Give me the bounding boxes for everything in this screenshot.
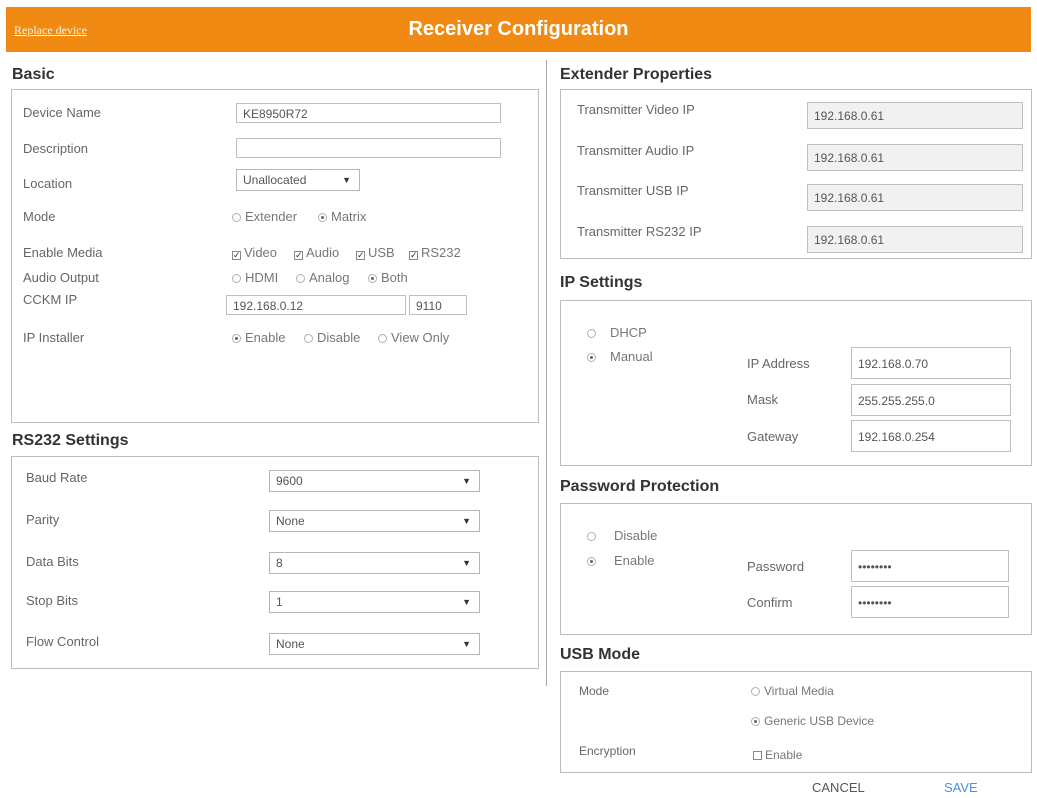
- baud-rate-label: Baud Rate: [26, 470, 88, 485]
- cancel-button[interactable]: CANCEL: [812, 780, 865, 795]
- mode-extender-radio[interactable]: Extender: [232, 209, 297, 224]
- ip-settings-section-title: IP Settings: [560, 274, 643, 291]
- checkbox-checked-icon: ✓: [410, 250, 418, 260]
- installer-viewonly-radio[interactable]: View Only: [378, 330, 449, 345]
- encryption-enable-checkbox[interactable]: Enable: [753, 748, 802, 762]
- radio-selected-icon: [587, 557, 596, 566]
- installer-disable-radio[interactable]: Disable: [304, 330, 360, 345]
- installer-enable-radio[interactable]: Enable: [232, 330, 285, 345]
- chevron-down-icon: ▼: [462, 597, 471, 607]
- data-bits-select[interactable]: 8 ▼: [269, 552, 480, 574]
- manual-radio[interactable]: Manual: [587, 349, 653, 364]
- tx-video-ip-label: Transmitter Video IP: [577, 102, 695, 117]
- ip-address-label: IP Address: [747, 356, 810, 371]
- tx-rs232-ip-field: 192.168.0.61: [807, 226, 1023, 253]
- page-title: Receiver Configuration: [408, 18, 629, 40]
- replace-device-link[interactable]: Replace device: [14, 23, 87, 37]
- password-input[interactable]: ••••••••: [851, 550, 1009, 582]
- chevron-down-icon: ▼: [462, 476, 471, 486]
- password-section-title: Password Protection: [560, 478, 720, 495]
- chevron-down-icon: ▼: [342, 175, 351, 185]
- description-label: Description: [23, 141, 89, 156]
- rs232-panel: [11, 456, 539, 669]
- device-name-input[interactable]: KE8950R72: [236, 103, 501, 123]
- tx-video-ip-field: 192.168.0.61: [807, 102, 1023, 129]
- mask-label: Mask: [747, 392, 779, 407]
- radio-icon: [232, 213, 241, 222]
- radio-selected-icon: [368, 274, 377, 283]
- radio-icon: [587, 532, 596, 541]
- data-bits-label: Data Bits: [26, 554, 79, 569]
- cckm-ip-input[interactable]: 192.168.0.12: [226, 295, 406, 315]
- ip-installer-label: IP Installer: [23, 330, 85, 345]
- location-select[interactable]: [236, 169, 360, 191]
- basic-section-title: Basic: [12, 66, 55, 83]
- confirm-input[interactable]: ••••••••: [851, 586, 1009, 618]
- flow-control-select[interactable]: None ▼: [269, 633, 480, 655]
- radio-icon: [587, 329, 596, 338]
- generic-usb-radio[interactable]: Generic USB Device: [751, 714, 874, 728]
- audio-analog-radio[interactable]: Analog: [296, 270, 349, 285]
- checkbox-checked-icon: ✓: [295, 250, 303, 260]
- ip-address-input[interactable]: 192.168.0.70: [851, 347, 1011, 379]
- password-panel: [560, 503, 1032, 635]
- cckm-ip-label: CCKM IP: [23, 292, 78, 307]
- gateway-label: Gateway: [747, 429, 799, 444]
- header-bar: [6, 7, 1031, 52]
- extender-panel: [560, 89, 1032, 259]
- radio-selected-icon: [587, 353, 596, 362]
- parity-label: Parity: [26, 512, 60, 527]
- checkbox-icon: [753, 751, 762, 760]
- extender-section-title: Extender Properties: [560, 66, 713, 83]
- radio-selected-icon: [318, 213, 327, 222]
- media-video-checkbox[interactable]: ✓ Video: [233, 245, 278, 260]
- radio-icon: [304, 334, 313, 343]
- chevron-down-icon: ▼: [462, 558, 471, 568]
- device-name-label: Device Name: [23, 105, 102, 120]
- chevron-down-icon: ▼: [462, 639, 471, 649]
- basic-panel: [11, 89, 539, 423]
- mode-label: Mode: [23, 209, 56, 224]
- mask-input[interactable]: 255.255.255.0: [851, 384, 1011, 416]
- radio-selected-icon: [751, 717, 760, 726]
- dhcp-radio[interactable]: DHCP: [587, 325, 647, 340]
- column-divider: [546, 60, 547, 686]
- stop-bits-label: Stop Bits: [26, 593, 79, 608]
- ip-settings-panel: [560, 300, 1032, 466]
- media-usb-checkbox[interactable]: ✓ USB: [357, 245, 395, 260]
- usb-section-title: USB Mode: [560, 646, 640, 663]
- mode-matrix-radio[interactable]: Matrix: [318, 209, 366, 224]
- description-input[interactable]: [236, 138, 501, 158]
- radio-icon: [296, 274, 305, 283]
- tx-rs232-ip-label: Transmitter RS232 IP: [577, 224, 702, 239]
- chevron-down-icon: ▼: [462, 516, 471, 526]
- password-disable-radio[interactable]: Disable: [587, 528, 657, 543]
- virtual-media-radio[interactable]: Virtual Media: [751, 684, 834, 698]
- usb-panel: [560, 671, 1032, 773]
- audio-both-radio[interactable]: Both: [368, 270, 408, 285]
- media-rs232-checkbox[interactable]: ✓ RS232: [410, 245, 461, 260]
- audio-output-label: Audio Output: [23, 270, 99, 285]
- location-label: Location: [23, 176, 73, 191]
- flow-control-label: Flow Control: [26, 634, 99, 649]
- parity-select[interactable]: None ▼: [269, 510, 480, 532]
- baud-rate-select[interactable]: 9600 ▼: [269, 470, 480, 492]
- radio-icon: [232, 274, 241, 283]
- save-button[interactable]: SAVE: [944, 780, 978, 795]
- stop-bits-select[interactable]: 1 ▼: [269, 591, 480, 613]
- location-value: Unallocated: [243, 173, 307, 187]
- checkbox-checked-icon: ✓: [233, 250, 241, 260]
- rs232-section-title: RS232 Settings: [12, 432, 129, 449]
- encryption-label: Encryption: [579, 744, 636, 758]
- checkbox-checked-icon: ✓: [357, 250, 365, 260]
- password-label: Password: [747, 559, 805, 574]
- enable-media-label: Enable Media: [23, 245, 103, 260]
- tx-usb-ip-label: Transmitter USB IP: [577, 183, 689, 198]
- cckm-port-input[interactable]: 9110: [409, 295, 467, 315]
- password-enable-radio[interactable]: Enable: [587, 553, 654, 568]
- tx-audio-ip-label: Transmitter Audio IP: [577, 143, 695, 158]
- confirm-label: Confirm: [747, 595, 793, 610]
- audio-hdmi-radio[interactable]: HDMI: [232, 270, 278, 285]
- tx-audio-ip-field: 192.168.0.61: [807, 144, 1023, 171]
- media-audio-checkbox[interactable]: ✓ Audio: [295, 245, 340, 260]
- tx-usb-ip-field: 192.168.0.61: [807, 184, 1023, 211]
- usb-mode-label: Mode: [579, 684, 610, 698]
- radio-icon: [378, 334, 387, 343]
- radio-selected-icon: [232, 334, 241, 343]
- gateway-input[interactable]: 192.168.0.254: [851, 420, 1011, 452]
- radio-icon: [751, 687, 760, 696]
